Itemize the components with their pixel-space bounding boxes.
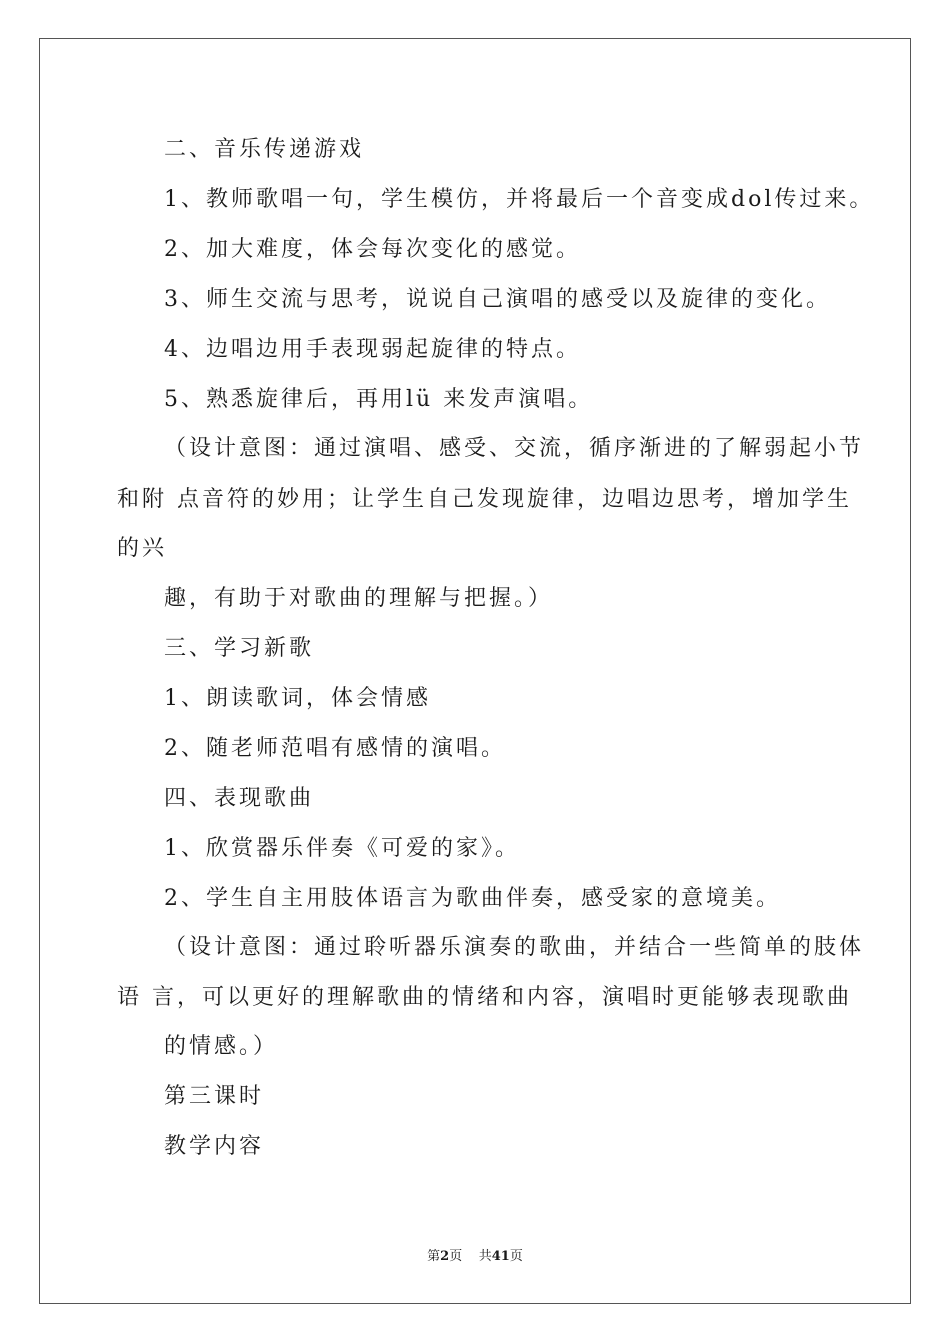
- design-intent-note: 的兴: [117, 536, 168, 561]
- text-line: 5、熟悉旋律后，再用lü 来发声演唱。: [164, 387, 594, 412]
- text-line: 1、欣赏器乐伴奏《可爱的家》。: [164, 836, 520, 861]
- total-suffix: 页: [509, 1249, 523, 1264]
- teaching-content-heading: 教学内容: [164, 1134, 265, 1159]
- design-intent-note: （设计意图：通过演唱、感受、交流，循序渐进的了解弱起小节: [164, 436, 865, 461]
- page-number: 2: [440, 1249, 450, 1264]
- section-heading-music-passing-game: 二、音乐传递游戏: [164, 137, 365, 162]
- design-intent-note: 语 言，可以更好的理解歌曲的情绪和内容，演唱时更能够表现歌曲: [117, 985, 852, 1010]
- text-line: 2、加大难度，体会每次变化的感觉。: [164, 237, 581, 262]
- page-border: [39, 38, 911, 1304]
- design-intent-note: （设计意图：通过聆听器乐演奏的歌曲，并结合一些简单的肢体: [164, 935, 865, 960]
- text-line: 2、学生自主用肢体语言为歌曲伴奏，感受家的意境美。: [164, 886, 781, 911]
- text-line: 2、随老师范唱有感情的演唱。: [164, 736, 506, 761]
- text-line: 1、教师歌唱一句，学生模仿，并将最后一个音变成dol传过来。: [164, 187, 875, 212]
- total-pages: 41: [491, 1249, 510, 1264]
- text-line: 1、朗读歌词，体会情感: [164, 686, 431, 711]
- page-footer: [0, 1248, 950, 1266]
- section-heading-learn-new-song: 三、学习新歌: [164, 636, 315, 661]
- design-intent-note: 趣，有助于对歌曲的理解与把握。）: [164, 586, 554, 611]
- section-heading-perform-song: 四、表现歌曲: [164, 786, 315, 811]
- design-intent-note: 和附 点音符的妙用；让学生自己发现旋律，边唱边思考，增加学生: [117, 487, 852, 512]
- total-prefix: 共: [478, 1249, 492, 1264]
- lesson-title-third-period: 第三课时: [164, 1084, 265, 1109]
- text-line: 3、师生交流与思考，说说自己演唱的感受以及旋律的变化。: [164, 287, 831, 312]
- page-suffix: 页: [449, 1249, 463, 1264]
- text-line: 4、边唱边用手表现弱起旋律的特点。: [164, 337, 581, 362]
- design-intent-note: 的情感。）: [164, 1034, 279, 1059]
- page-prefix: 第: [427, 1249, 441, 1264]
